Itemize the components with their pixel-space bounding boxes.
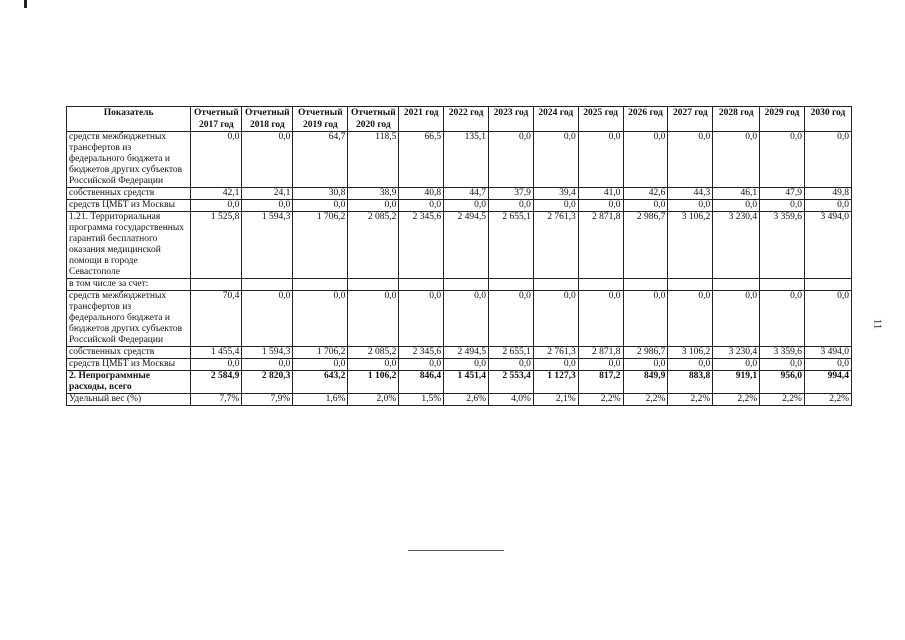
table-cell: 1 594,3: [242, 212, 293, 279]
scan-corner-mark: [24, 0, 27, 8]
table-cell: 0,0: [242, 359, 293, 371]
table-cell: 0,0: [804, 132, 851, 188]
table-cell: [804, 279, 851, 291]
table-cell: 846,4: [399, 371, 444, 394]
table-cell: 3 359,6: [760, 212, 805, 279]
table-cell: 3 106,2: [668, 347, 713, 359]
column-header-year: Отчетный 2018 год: [242, 107, 293, 132]
table-cell: 2 085,2: [348, 347, 399, 359]
row-label: 2. Непрограммные расходы, всего: [67, 371, 191, 394]
table-cell: 0,0: [804, 200, 851, 212]
table-cell: 2 655,1: [489, 347, 534, 359]
table-cell: [399, 279, 444, 291]
table-cell: 0,0: [804, 291, 851, 347]
table-cell: 0,0: [533, 200, 578, 212]
table-cell: 2 655,1: [489, 212, 534, 279]
table-cell: 0,0: [623, 200, 668, 212]
table-cell: 64,7: [293, 132, 348, 188]
table-cell: 0,0: [804, 359, 851, 371]
table-cell: 42,6: [623, 188, 668, 200]
column-header-year: 2026 год: [623, 107, 668, 132]
column-header-year: 2022 год: [444, 107, 489, 132]
table-cell: [578, 279, 623, 291]
table-cell: 38,9: [348, 188, 399, 200]
table-cell: 0,0: [668, 200, 713, 212]
table-cell: [293, 279, 348, 291]
table-cell: 2,2%: [713, 394, 760, 406]
column-header-year: 2029 год: [760, 107, 805, 132]
table-cell: 40,8: [399, 188, 444, 200]
table-cell: 0,0: [191, 359, 242, 371]
row-label: средств ЦМБТ из Москвы: [67, 359, 191, 371]
table-cell: 2 761,3: [533, 212, 578, 279]
table-row: [67, 200, 852, 212]
table-cell: 7,9%: [242, 394, 293, 406]
table-cell: 0,0: [444, 359, 489, 371]
table-cell: 4,0%: [489, 394, 534, 406]
table-cell: 1,6%: [293, 394, 348, 406]
table-cell: 2,2%: [578, 394, 623, 406]
table-cell: 41,0: [578, 188, 623, 200]
table-cell: 0,0: [348, 291, 399, 347]
table-cell: 0,0: [489, 132, 534, 188]
table-cell: 0,0: [191, 200, 242, 212]
column-header-year: 2030 год: [804, 107, 851, 132]
table-row: [67, 212, 852, 279]
table-cell: 0,0: [191, 132, 242, 188]
table-cell: 2,6%: [444, 394, 489, 406]
table-cell: 46,1: [713, 188, 760, 200]
table-cell: [760, 279, 805, 291]
row-label: Удельный вес (%): [67, 394, 191, 406]
table-cell: 0,0: [578, 291, 623, 347]
table-cell: [533, 279, 578, 291]
budget-table: [66, 106, 852, 406]
table-cell: 0,0: [668, 291, 713, 347]
table-cell: 3 230,4: [713, 347, 760, 359]
table-cell: 0,0: [760, 200, 805, 212]
table-cell: 994,4: [804, 371, 851, 394]
table-cell: 0,0: [399, 200, 444, 212]
table-cell: 1 127,3: [533, 371, 578, 394]
table-cell: [444, 279, 489, 291]
row-label: средств межбюджетных трансфертов из федерального бюджета и бюджетов других субъектов Российской Федерации: [67, 132, 191, 188]
table-cell: 0,0: [578, 359, 623, 371]
table-cell: [489, 279, 534, 291]
table-cell: 0,0: [489, 200, 534, 212]
table-cell: 0,0: [760, 359, 805, 371]
table-cell: 0,0: [533, 359, 578, 371]
table-cell: 2,2%: [760, 394, 805, 406]
column-header-year: 2023 год: [489, 107, 534, 132]
column-header-year: Отчетный 2020 год: [348, 107, 399, 132]
table-cell: 66,5: [399, 132, 444, 188]
column-header-year: 2027 год: [668, 107, 713, 132]
table-cell: 2 553,4: [489, 371, 534, 394]
table-cell: 0,0: [578, 200, 623, 212]
table-row: [67, 132, 852, 188]
table-cell: 0,0: [444, 200, 489, 212]
table-cell: 0,0: [713, 132, 760, 188]
table-cell: 47,9: [760, 188, 805, 200]
table-cell: 3 230,4: [713, 212, 760, 279]
table-cell: 0,0: [760, 291, 805, 347]
table-cell: 2,2%: [668, 394, 713, 406]
table-cell: 44,3: [668, 188, 713, 200]
table-row: [67, 371, 852, 394]
table-cell: 2 986,7: [623, 347, 668, 359]
table-cell: 0,0: [348, 200, 399, 212]
table-cell: [623, 279, 668, 291]
table-cell: 1 451,4: [444, 371, 489, 394]
table-cell: 0,0: [533, 132, 578, 188]
table-cell: [242, 279, 293, 291]
table-cell: 919,1: [713, 371, 760, 394]
table-cell: [713, 279, 760, 291]
row-label: собственных средств: [67, 347, 191, 359]
table-cell: 1 594,3: [242, 347, 293, 359]
table-cell: 2,1%: [533, 394, 578, 406]
table-cell: 118,5: [348, 132, 399, 188]
table-row: [67, 394, 852, 406]
row-label: в том числе за счет:: [67, 279, 191, 291]
table-cell: 3 106,2: [668, 212, 713, 279]
table-cell: 2,2%: [804, 394, 851, 406]
table-cell: 956,0: [760, 371, 805, 394]
table-cell: 0,0: [242, 132, 293, 188]
table-cell: 0,0: [668, 359, 713, 371]
table-cell: 30,8: [293, 188, 348, 200]
table-cell: 0,0: [533, 291, 578, 347]
table-cell: 817,2: [578, 371, 623, 394]
table-cell: 39,4: [533, 188, 578, 200]
table-cell: 0,0: [668, 132, 713, 188]
table-cell: 0,0: [399, 291, 444, 347]
table-cell: 2 345,6: [399, 347, 444, 359]
table-cell: 1 525,8: [191, 212, 242, 279]
page-number: 11: [871, 318, 884, 330]
table-cell: 2,2%: [623, 394, 668, 406]
table-cell: 0,0: [713, 291, 760, 347]
table-cell: 135,1: [444, 132, 489, 188]
table-row: [67, 291, 852, 347]
table-cell: 0,0: [713, 359, 760, 371]
table-cell: 2 494,5: [444, 212, 489, 279]
table-row: [67, 279, 852, 291]
column-header-year: 2028 год: [713, 107, 760, 132]
table-cell: 2 584,9: [191, 371, 242, 394]
table-cell: 1 706,2: [293, 212, 348, 279]
table-cell: 0,0: [623, 132, 668, 188]
table-cell: 0,0: [489, 359, 534, 371]
table-cell: 1,5%: [399, 394, 444, 406]
table-cell: 0,0: [293, 359, 348, 371]
table-cell: 0,0: [623, 291, 668, 347]
table-cell: 0,0: [713, 200, 760, 212]
column-header-year: 2021 год: [399, 107, 444, 132]
table-cell: 883,8: [668, 371, 713, 394]
table-cell: 643,2: [293, 371, 348, 394]
table-cell: 2 345,6: [399, 212, 444, 279]
table-cell: 3 494,0: [804, 347, 851, 359]
table-cell: 7,7%: [191, 394, 242, 406]
table-cell: 0,0: [444, 291, 489, 347]
table-cell: 42,1: [191, 188, 242, 200]
table-cell: 44,7: [444, 188, 489, 200]
table-cell: 0,0: [760, 132, 805, 188]
table-cell: 2,0%: [348, 394, 399, 406]
column-header-year: Отчетный 2019 год: [293, 107, 348, 132]
table-cell: 2 761,3: [533, 347, 578, 359]
column-header-year: Отчетный 2017 год: [191, 107, 242, 132]
row-label: собственных средств: [67, 188, 191, 200]
table-cell: 37,9: [489, 188, 534, 200]
table-cell: 70,4: [191, 291, 242, 347]
row-label: средств межбюджетных трансфертов из федерального бюджета и бюджетов других субъектов Российской Федерации: [67, 291, 191, 347]
table-cell: 2 820,3: [242, 371, 293, 394]
table-cell: 0,0: [242, 291, 293, 347]
table-row: [67, 359, 852, 371]
table-cell: 0,0: [399, 359, 444, 371]
row-label: 1.21. Территориальная программа государственных гарантий бесплатного оказания медицинской помощи в городе Севастополе: [67, 212, 191, 279]
table-cell: 3 494,0: [804, 212, 851, 279]
table-cell: 0,0: [293, 200, 348, 212]
table-row: [67, 347, 852, 359]
table-cell: 0,0: [489, 291, 534, 347]
table-cell: [191, 279, 242, 291]
table-cell: [668, 279, 713, 291]
column-header-year: 2024 год: [533, 107, 578, 132]
table-cell: 2 085,2: [348, 212, 399, 279]
table-cell: 0,0: [293, 291, 348, 347]
table-cell: 3 359,6: [760, 347, 805, 359]
column-header-indicator: Показатель: [67, 107, 191, 132]
table-cell: 1 106,2: [348, 371, 399, 394]
table-header-row: [67, 107, 852, 132]
table-cell: 49,8: [804, 188, 851, 200]
table-cell: 0,0: [578, 132, 623, 188]
table-cell: 2 494,5: [444, 347, 489, 359]
table-cell: 1 706,2: [293, 347, 348, 359]
table-row: [67, 188, 852, 200]
row-label: средств ЦМБТ из Москвы: [67, 200, 191, 212]
table-cell: 2 871,8: [578, 347, 623, 359]
table-cell: 0,0: [623, 359, 668, 371]
table-cell: 0,0: [348, 359, 399, 371]
table-cell: 2 986,7: [623, 212, 668, 279]
table-cell: 0,0: [242, 200, 293, 212]
table-cell: 1 455,4: [191, 347, 242, 359]
table-cell: 2 871,8: [578, 212, 623, 279]
column-header-year: 2025 год: [578, 107, 623, 132]
table-cell: [348, 279, 399, 291]
table-cell: 849,9: [623, 371, 668, 394]
footer-divider: [408, 550, 504, 551]
table-cell: 24,1: [242, 188, 293, 200]
